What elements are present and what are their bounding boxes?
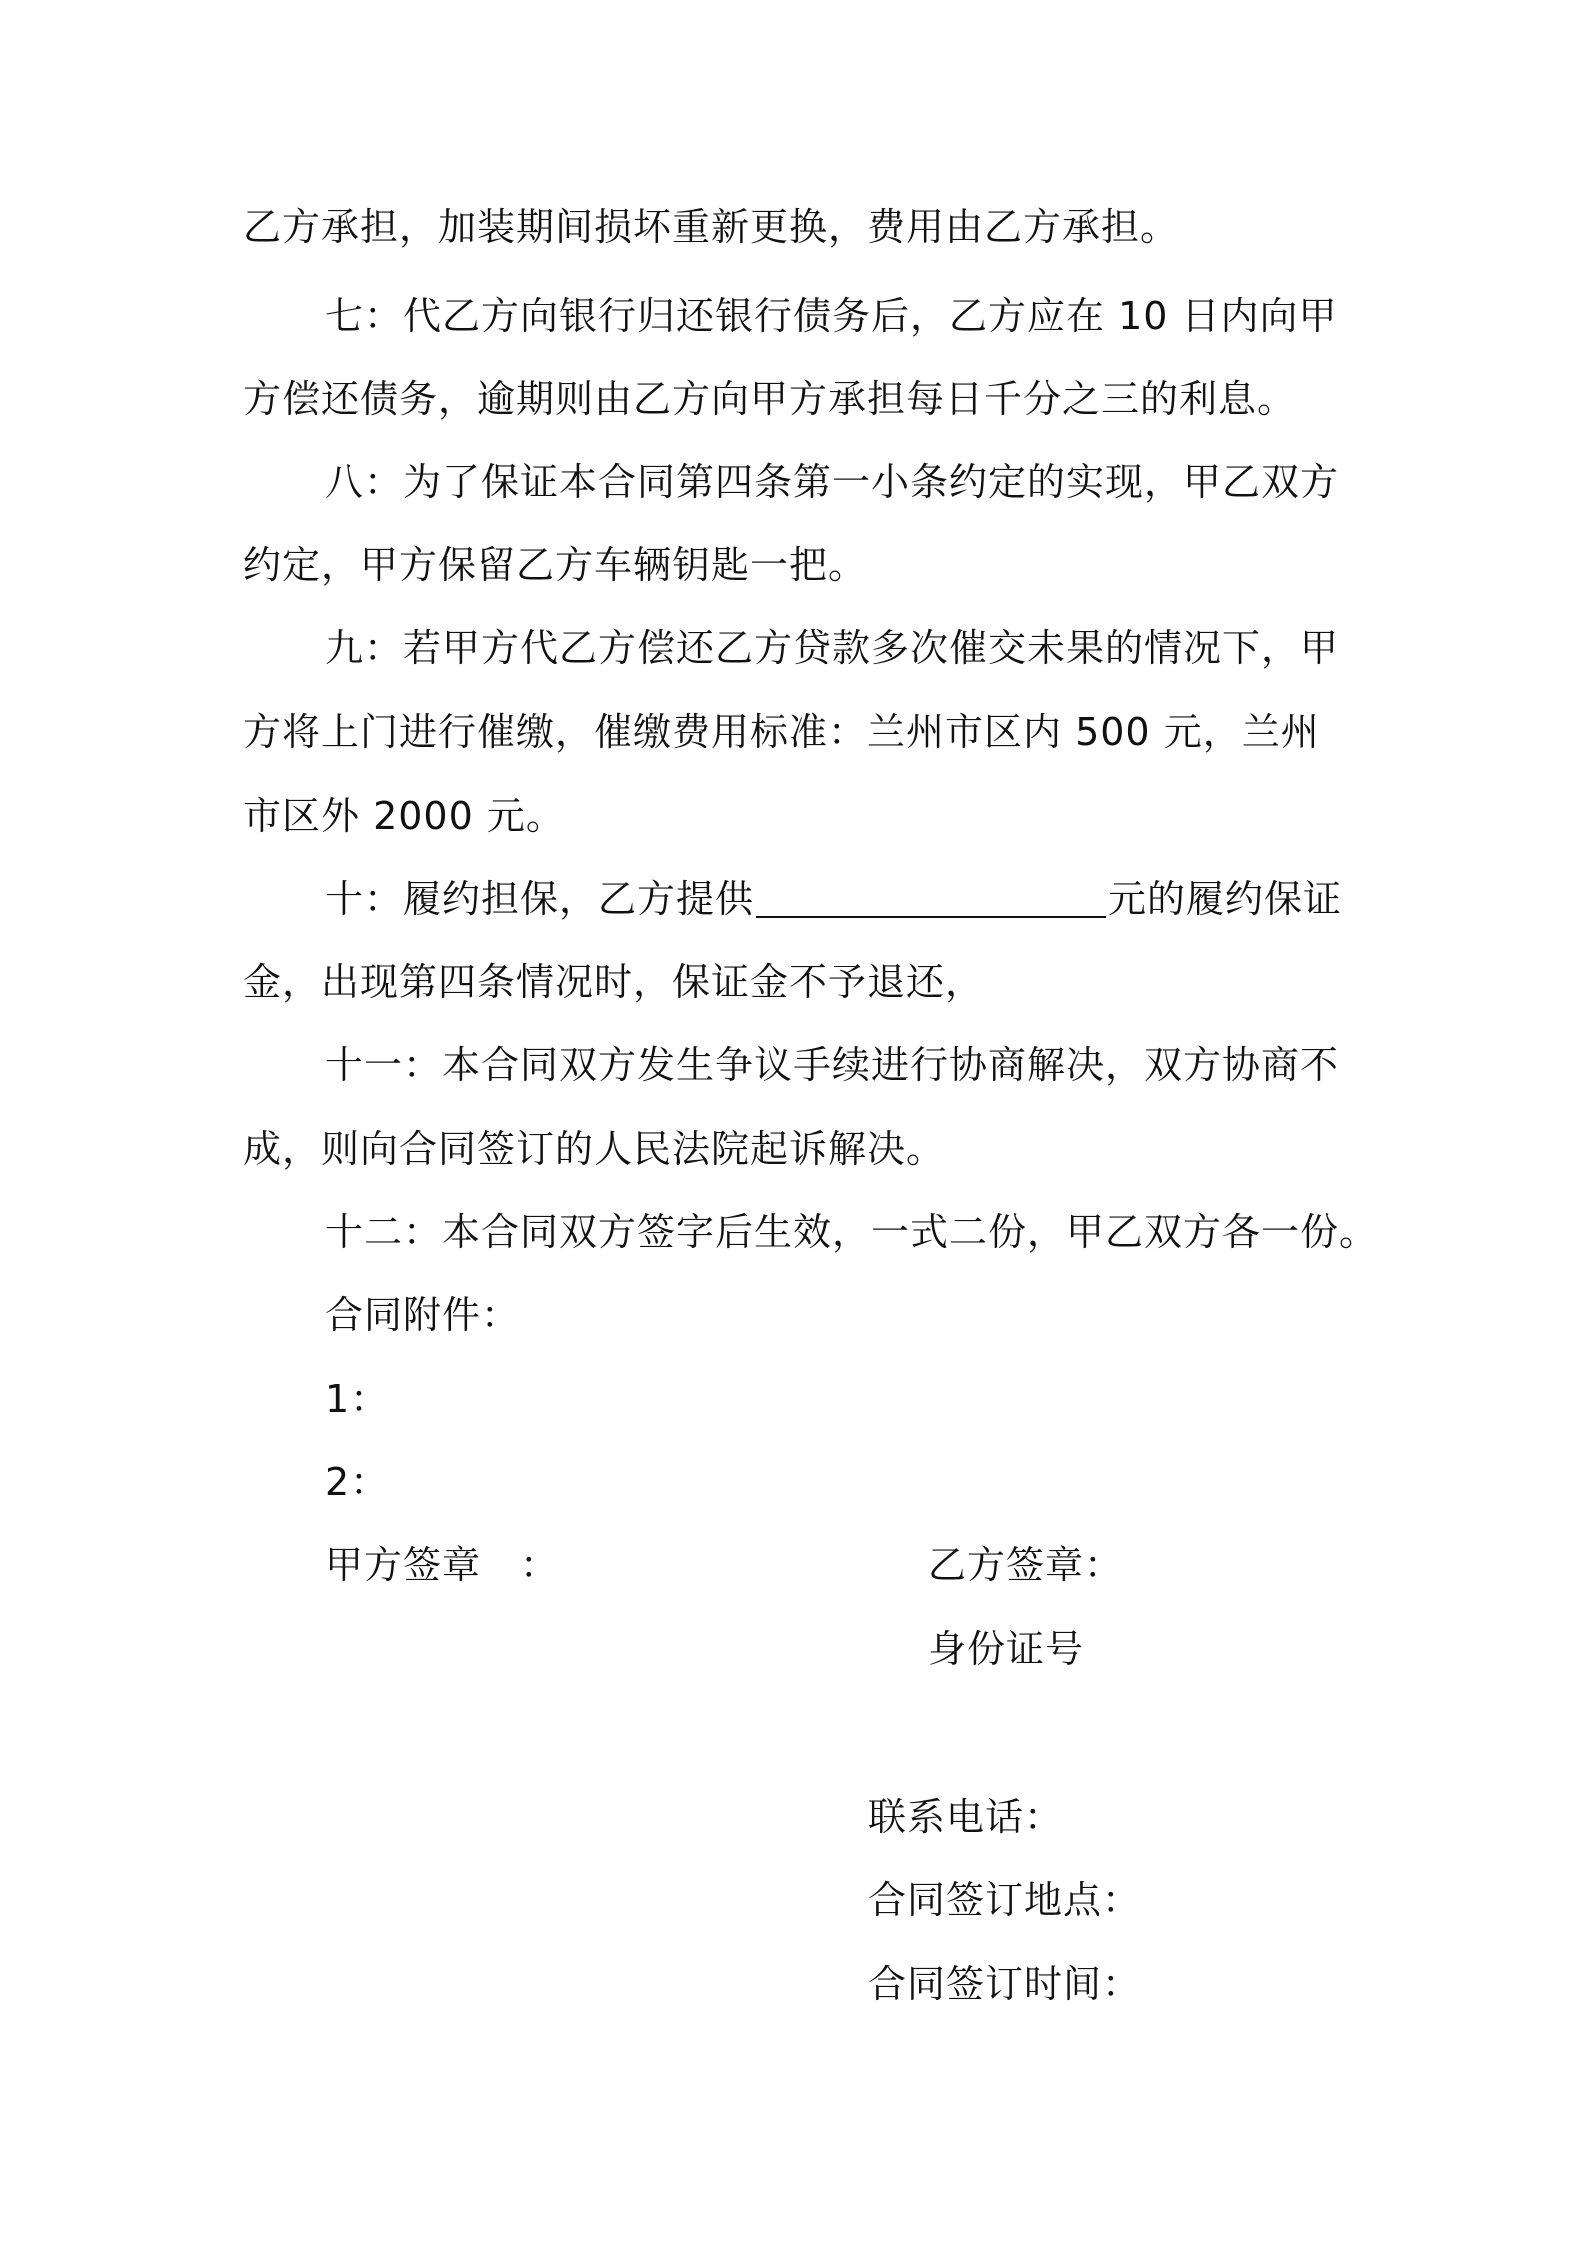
party-b-signature-label: 乙方签章： bbox=[928, 1543, 1124, 1587]
contact-phone-label: 联系电话： bbox=[868, 1795, 1064, 1839]
contract-time-label: 合同签订时间： bbox=[868, 1962, 1142, 2006]
clause-10-text-after: 元的履约保证 bbox=[1108, 877, 1343, 921]
paragraph-line: 方将上门进行催缴，催缴费用标准：兰州市区内 500 元，兰州 bbox=[243, 710, 1320, 754]
clause-8-line: 八：为了保证本合同第四条第一小条约定的实现，甲乙双方 bbox=[325, 460, 1340, 504]
attachment-item-2: 2： bbox=[325, 1460, 390, 1504]
paragraph-line: 方偿还债务，逾期则由乙方向甲方承担每日千分之三的利息。 bbox=[243, 377, 1297, 421]
clause-10-line bbox=[325, 874, 1342, 924]
party-a-signature-label: 甲方签章 ： bbox=[325, 1543, 560, 1587]
clause-9-line: 九：若甲方代乙方偿还乙方贷款多次催交未果的情况下，甲 bbox=[325, 626, 1340, 670]
attachments-heading: 合同附件： bbox=[325, 1293, 521, 1337]
paragraph-line: 成，则向合同签订的人民法院起诉解决。 bbox=[243, 1127, 946, 1171]
clause-7-line: 七：代乙方向银行归还银行债务后，乙方应在 10 日内向甲 bbox=[325, 294, 1338, 338]
deposit-amount-blank bbox=[756, 878, 1106, 918]
contract-place-label: 合同签订地点： bbox=[868, 1878, 1142, 1922]
clause-12-line: 十二：本合同双方签字后生效，一式二份，甲乙双方各一份。 bbox=[325, 1210, 1379, 1254]
paragraph-line: 市区外 2000 元。 bbox=[243, 794, 565, 838]
clause-11-line: 十一：本合同双方发生争议手续进行协商解决，双方协商不 bbox=[325, 1043, 1340, 1087]
paragraph-line: 金，出现第四条情况时，保证金不予退还， bbox=[243, 960, 985, 1004]
attachment-item-1: 1： bbox=[325, 1377, 390, 1421]
id-number-label: 身份证号 bbox=[928, 1627, 1085, 1671]
clause-10-text-before: 十：履约担保，乙方提供 bbox=[325, 877, 755, 921]
paragraph-line: 约定，甲方保留乙方车辆钥匙一把。 bbox=[243, 543, 868, 587]
paragraph-line: 乙方承担，加装期间损坏重新更换，费用由乙方承担。 bbox=[243, 205, 1180, 249]
